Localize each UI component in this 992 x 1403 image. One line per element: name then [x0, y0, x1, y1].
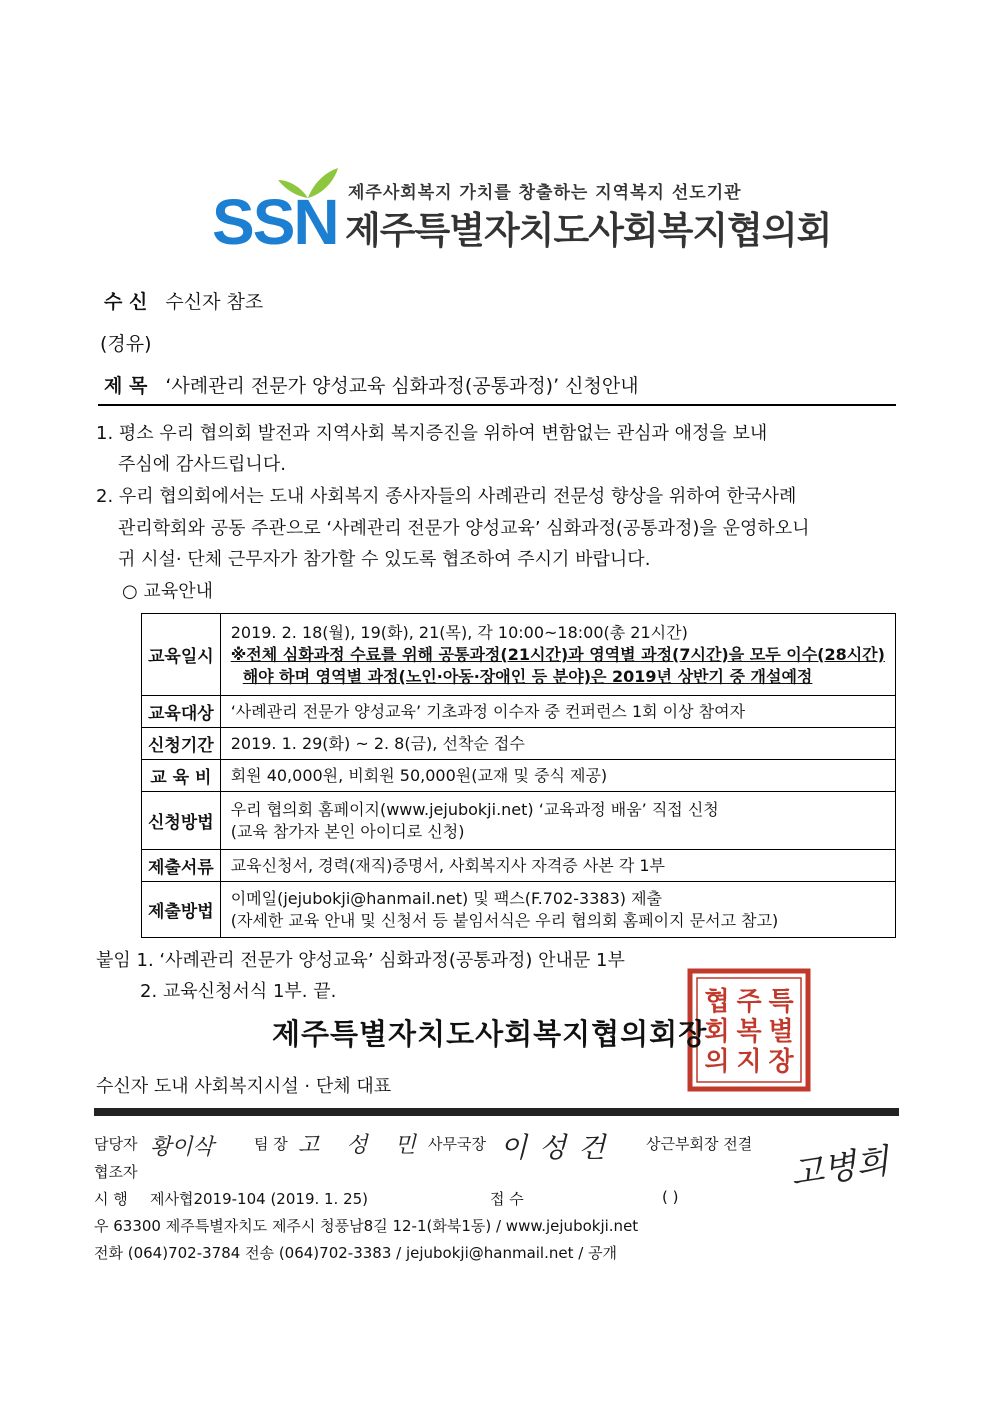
row-label: 교 육 비	[142, 760, 221, 792]
svg-text:특: 특	[768, 987, 794, 1017]
paragraph-1-line-1: 1. 평소 우리 협의회 발전과 지역사회 복지증진을 위하여 변함없는 관심과 애정을 보내	[96, 423, 768, 444]
row-label: 교육대상	[142, 696, 221, 728]
row-value-note: (자세한 교육 안내 및 신청서 등 붙임서식은 우리 협의회 홈페이지 문서고 참고)	[230, 910, 779, 930]
schedule-note-1: ※전체 심화과정 수료를 위해 공통과정(21시간)과 영역별 과정(7시간)을 모두 이수(28시간)	[230, 644, 885, 664]
address-line: 우 63300 제주특별자치도 제주시 청풍남8길 12-1(화북1동) / www.jejubokji.net	[94, 1217, 639, 1235]
attachment-line-2: 2. 교육신청서식 1부. 끝.	[140, 981, 337, 1002]
table-row	[142, 792, 896, 850]
row-value: 교육신청서, 경력(재직)증명서, 사회복지사 자격증 사본 각 1부	[220, 850, 895, 882]
vp-label: 상근부회장 전결	[646, 1135, 753, 1153]
attachment-line-1: 붙임 1. ‘사례관리 전문가 양성교육’ 심화과정(공통과정) 안내문 1부	[96, 950, 625, 971]
via-label: (경유)	[100, 333, 152, 355]
row-value: 이메일(jejubokji@hanmail.net) 및 팩스(F.702-3383) 제출	[230, 888, 663, 908]
svg-text:협: 협	[704, 987, 730, 1017]
row-value: 회원 40,000원, 비회원 50,000원(교재 및 중식 제공)	[220, 760, 895, 792]
officer-signature: 황이삭	[150, 1135, 214, 1160]
officer-label: 담당자	[94, 1135, 138, 1153]
row-value-note: (교육 참가자 본인 아이디로 신청)	[230, 821, 465, 841]
table-row	[142, 882, 896, 938]
recipient-value: 수신자 참조	[165, 291, 264, 313]
contact-line: 전화 (064)702-3784 전송 (064)702-3383 / jejubokji@hanmail.net / 공개	[94, 1244, 618, 1262]
svg-text:주: 주	[736, 987, 762, 1017]
row-label: 제출서류	[142, 850, 221, 882]
paragraph-2-line-1: 2. 우리 협의회에서는 도내 사회복지 종사자들의 사례관리 전문성 향상을 위하여 한국사례	[96, 486, 797, 507]
org-name: 제주특별자치도사회복지협의회	[345, 209, 832, 252]
enforce-value: 제사협2019-104 (2019. 1. 25)	[150, 1190, 369, 1208]
table-row	[142, 850, 896, 882]
team-signature: 고 성 민	[298, 1133, 426, 1158]
team-label: 팀 장	[254, 1135, 288, 1153]
recipient-row	[104, 291, 263, 313]
recipient-label: 수 신	[104, 291, 148, 313]
table-row	[142, 696, 896, 728]
secretary-label: 사무국장	[428, 1135, 486, 1153]
row-label: 신청기간	[142, 728, 221, 760]
row-value: 우리 협의회 홈페이지(www.jejubokji.net) ‘교육과정 배움’ 직접 신청	[230, 799, 719, 819]
svg-text:의: 의	[704, 1047, 730, 1077]
footer-divider	[94, 1108, 899, 1116]
logo-text: SSN	[212, 186, 338, 258]
row-label: 신청방법	[142, 792, 221, 850]
vp-signature: 고병희	[788, 1141, 892, 1195]
secretary-signature: 이성건	[500, 1131, 618, 1164]
svg-text:복: 복	[736, 1017, 762, 1047]
cooperator-label: 협조자	[94, 1163, 138, 1181]
paragraph-2-line-3: 귀 시설· 단체 근무자가 참가할 수 있도록 협조하여 주시기 바랍니다.	[118, 549, 651, 570]
paragraph-1-line-2: 주심에 감사드립니다.	[118, 454, 286, 475]
row-value: 2019. 1. 29(화) ~ 2. 8(금), 선착순 접수	[220, 728, 895, 760]
receipt-label: 접 수	[490, 1190, 524, 1208]
sender-title: 제주특별자치도사회복지협의회장	[272, 1017, 708, 1051]
table-row	[142, 614, 896, 696]
table-row	[142, 760, 896, 792]
paragraph-2-line-2: 관리학회와 공동 주관으로 ‘사례관리 전문가 양성교육’ 심화과정(공통과정)을 운영하오니	[118, 518, 810, 539]
svg-text:회: 회	[704, 1017, 730, 1047]
slogan: 제주사회복지 가치를 창출하는 지역복지 선도기관	[348, 183, 742, 203]
subject-value: ‘사례관리 전문가 양성교육 심화과정(공통과정)’ 신청안내	[165, 375, 639, 397]
svg-text:지: 지	[736, 1047, 762, 1077]
recipients-line: 수신자 도내 사회복지시설 · 단체 대표	[96, 1076, 392, 1097]
subject-row	[104, 375, 639, 397]
info-table	[141, 613, 896, 938]
table-row	[142, 728, 896, 760]
receipt-value: ( )	[662, 1188, 679, 1206]
row-label: 제출방법	[142, 882, 221, 938]
subject-label: 제 목	[104, 375, 148, 397]
schedule-note-2: 해야 하며 영역별 과정(노인·아동·장애인 등 분야)은 2019년 상반기 중 개설예정	[242, 666, 813, 686]
schedule-text: 2019. 2. 18(월), 19(화), 21(목), 각 10:00~18:00(총 21시간)	[230, 622, 688, 642]
svg-text:별: 별	[768, 1017, 794, 1047]
divider	[98, 404, 896, 406]
svg-text:장: 장	[768, 1047, 794, 1077]
row-value: ‘사례관리 전문가 양성교육’ 기초과정 이수자 중 컨퍼런스 1회 이상 참여자	[220, 696, 895, 728]
section-heading: ○ 교육안내	[122, 581, 213, 602]
enforce-label: 시 행	[94, 1190, 128, 1208]
row-label: 교육일시	[142, 614, 221, 696]
